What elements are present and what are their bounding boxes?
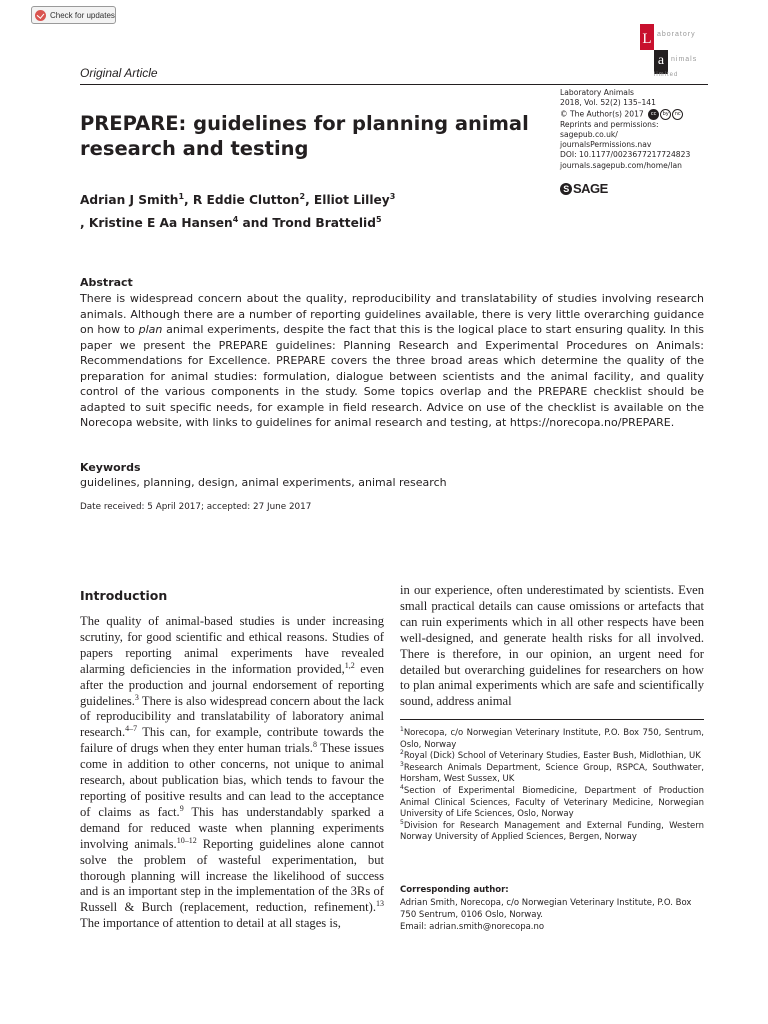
reprints-link[interactable]: journalsPermissions.nav (560, 140, 652, 150)
citation-ref[interactable]: 4–7 (125, 724, 138, 734)
journal-logo (640, 24, 710, 80)
author-name: , Kristine E Aa Hansen (80, 216, 233, 231)
body-text-column-left: The quality of animal-based studies is under increasing scrutiny, for good scientific and ethical reasons. Studies of papers reporting animal experiments have revealed alarming deficiencies in the information provided,$^{1,2}$ even after the production and journal endorsement of reporting guidelines.$^3$ There is also widespread concern about the lack of reproducibility and translatability of laboratory animal research.$^{4-7}$ This can, for example, contribute towards the failure of drugs when they enter human trials.$^8$ These issues come in addition to other concerns, not unique to animal research, about publication bias, which tends to favour the reporting of positive results and can lead to the acceptance of claims as fact.$^9$ This has understandably sparked a demand for reduced waste when planning experiments involving animals.$^{10-12}$ Reporting guidelines alone cannot solve the problem of wasteful experimentation, but thorough planning will increase the likelihood of success and is an important step in the implementation of the 3Rs of Russell & Burch (replacement, reduction, refinement).$^{13}$ The importance of attention to detail at all stages is, (80, 614, 384, 931)
citation-ref[interactable]: 1,2 (344, 660, 355, 670)
check-for-updates-button[interactable] (31, 6, 116, 24)
date-received: Date received: 5 April 2017; accepted: 27 June 2017 (80, 502, 312, 512)
corresponding-author-details (400, 897, 704, 933)
reprints-label: Reprints and permissions: (560, 119, 659, 129)
keywords-heading: Keywords (80, 461, 141, 474)
citation-ref[interactable]: 10–12 (176, 835, 197, 845)
affiliation-item: $^5$Division for Research Management and External Funding, Western Norway University of Applied Sciences, Bergen, Norway (400, 818, 704, 843)
doi[interactable]: DOI: 10.1177/0023677217724823 (560, 150, 691, 160)
publisher-logo: S SAGE (560, 181, 608, 196)
journal-url[interactable]: journals.sagepub.com/home/lan (560, 160, 682, 170)
citation-ref[interactable]: 3 (134, 692, 139, 702)
footnote-divider (400, 719, 704, 720)
body-text-column-right: in our experience, often underestimated by scientists. Even small practical details can cause omissions or artefacts that can ruin experiments which in all other respects have been well-designed, and generate health risks for all involved. There is therefore, in our opinion, an urgent need for detailed but overarching guidelines for researchers on how to plan animal experiments which are safe and scientifically sound, address animal (400, 583, 704, 709)
corresponding-author-email[interactable]: Email: adrian.smith@norecopa.no (400, 922, 545, 932)
citation-ref[interactable]: 13 (376, 899, 384, 909)
update-check-icon (35, 10, 46, 21)
author-name: Adrian J Smith (80, 193, 179, 208)
author-affiliation-ref: 4 (232, 215, 239, 225)
journal-name: Laboratory Animals (560, 88, 635, 97)
author-affiliation-ref: 3 (389, 192, 396, 201)
logo-word-nimals: nimals (671, 56, 698, 63)
author-list (80, 187, 550, 233)
abstract-heading: Abstract (80, 276, 133, 289)
affiliation-item: $^1$Norecopa, c/o Norwegian Veterinary Institute, P.O. Box 750, Sentrum, Oslo, Norway (400, 726, 704, 750)
corresponding-author-address: Adrian Smith, Norecopa, c/o Norwegian Veterinary Institute, P.O. Box 750 Sentrum, 0106 Oslo, Norway. (400, 898, 692, 920)
author-affiliation-ref: 1 (178, 192, 185, 201)
affiliation-item: $^4$Section of Experimental Biomedicine, Department of Production Animal Clinical Sciences, Faculty of Veterinary Medicine, Norwegian University of Life Sciences, Oslo, Norway (400, 784, 704, 820)
keywords-text: guidelines, planning, design, animal experiments, animal research (80, 476, 447, 489)
journal-info (560, 88, 710, 171)
logo-word-aboratory: aboratory (657, 31, 696, 38)
author-affiliation-ref: 5 (375, 215, 382, 225)
section-heading-introduction: Introduction (80, 588, 168, 603)
journal-volume: 2018, Vol. 52(2) 135–141 (560, 98, 656, 108)
author-name: , Elliot Lilley (305, 193, 390, 208)
reprints-link[interactable]: sagepub.co.uk/ (560, 129, 618, 139)
journal-copyright: © The Author(s) 2017 cc by nc (560, 109, 710, 120)
citation-ref[interactable]: 9 (179, 803, 184, 813)
creative-commons-icon: cc by nc (648, 109, 684, 120)
sage-icon: S (560, 183, 572, 195)
affiliation-item: $^2$Royal (Dick) School of Veterinary Studies, Easter Bush, Midlothian, UK (400, 749, 701, 762)
affiliation-item: $^3$Research Animals Department, Science Group, RSPCA, Southwater, Horsham, West Sussex, UK (400, 760, 704, 785)
logo-letter-l: L (640, 24, 654, 50)
affiliations-list (400, 728, 704, 844)
abstract-text: There is widespread concern about the quality, reproducibility and translatability of studies involving research animals. Although there are a number of reporting guidelines available, there is very little overarching guidance on how to plan animal experiments, despite the fact that this is the logical place to start ensuring quality. In this paper we present the PREPARE guidelines: Planning Research and Experimental Procedures on Animals: Recommendations for Excellence. PREPARE covers the three broad areas which determine the quality of the preparation for animal studies: formulation, dialogue between scientists and the animal facility, and quality control of the various components in the study. Some topics overlap and the PREPARE checklist should be adapted to suit specific needs, for example in field research. Advice on use of the checklist is available on the Norecopa website, with links to guidelines for animal research and testing, at https://norecopa.no/PREPARE. (80, 292, 704, 429)
corresponding-author-heading: Corresponding author: (400, 885, 509, 895)
logo-letter-a: a (654, 50, 668, 74)
citation-ref[interactable]: 8 (312, 740, 317, 750)
article-type: Original Article (80, 66, 158, 80)
header-divider (80, 84, 708, 85)
author-affiliation-ref: 2 (299, 192, 306, 201)
logo-word-limited: limited (654, 72, 679, 78)
author-name: , R Eddie Clutton (184, 193, 300, 208)
author-name: and Trond Brattelid (238, 216, 376, 231)
check-for-updates-label: Check for updates (50, 10, 115, 20)
article-title: PREPARE: guidelines for planning animal research and testing (80, 112, 529, 160)
